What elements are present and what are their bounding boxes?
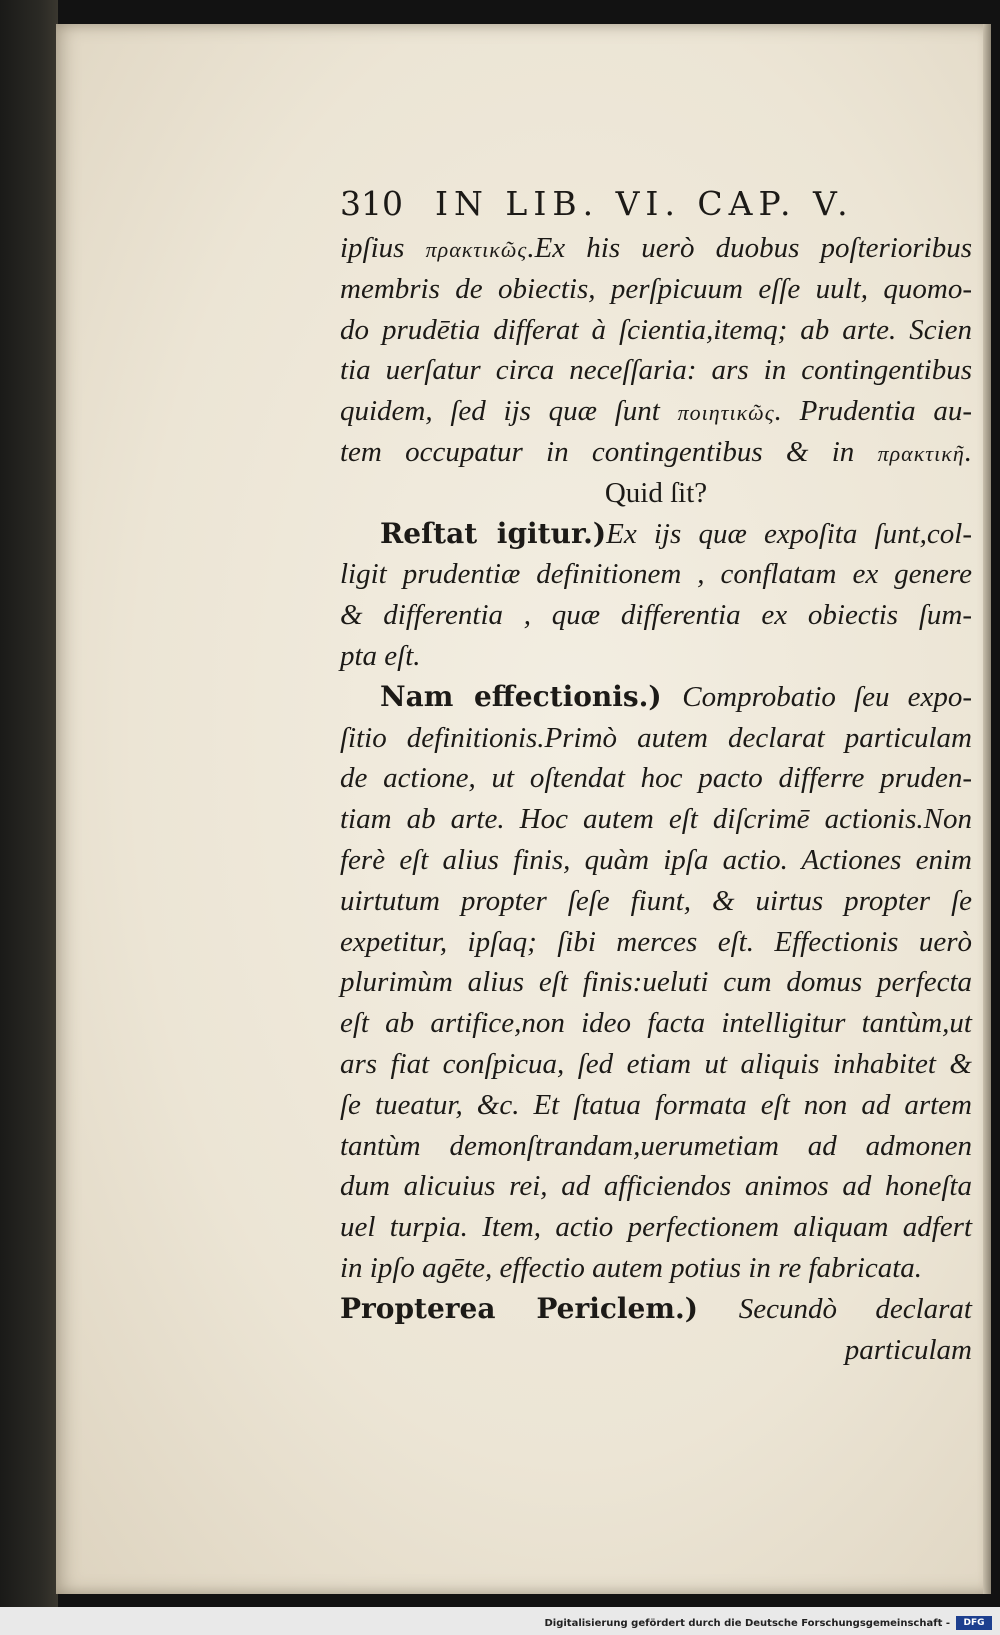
- text-run: ferè eſt alius finis, quàm ipſa actio. Actiones enim: [340, 843, 972, 876]
- footer-bar: [0, 1607, 1000, 1635]
- digitization-credit: Digitalisierung gefördert durch die Deutsche Forschungsgemeinschaft -: [544, 1618, 950, 1629]
- text-run: Comprobatio ſeu expo-: [682, 680, 972, 713]
- text-line: [282, 718, 972, 759]
- running-header: [340, 180, 972, 228]
- text-line: [282, 1044, 972, 1085]
- text-line: [282, 554, 972, 595]
- text-run: uirtutum propter ſeſe fiunt, & uirtus propter ſe: [340, 884, 972, 917]
- text-line: [282, 1126, 972, 1167]
- text-run: eſt ab artifice,non ideo facta intelligitur tantùm,ut: [340, 1007, 972, 1040]
- text-run: ligit prudentiæ definitionem , conflatam ex genere: [340, 558, 972, 591]
- text-line: [282, 922, 972, 963]
- text-line: [282, 310, 972, 351]
- page-edge: [983, 24, 991, 1594]
- text-line: [282, 473, 972, 514]
- text-run: Ex ijs quæ expoſita ſunt,col-: [606, 517, 972, 550]
- text-line: [282, 881, 972, 922]
- text-run: ipſius: [340, 232, 426, 264]
- text-line: [282, 1085, 972, 1126]
- text-run: expetitur, ipſaq; ſibi merces eſt. Effectionis uerò: [340, 925, 972, 958]
- text-line: [282, 350, 972, 391]
- text-run: membris de obiectis, perſpicuum eſſe uult, quomo-: [340, 272, 972, 305]
- book-page: [56, 24, 991, 1594]
- body-text: [282, 228, 972, 1370]
- text-run: ſe tueatur, &c. Et ſtatua formata eſt non ad artem: [340, 1088, 972, 1121]
- text-line: [282, 1248, 972, 1289]
- text-line: [282, 636, 972, 677]
- text-run: Secundò declarat: [738, 1292, 972, 1325]
- text-run: tiam ab arte. Hoc autem eſt diſcrimē actionis.Non: [340, 803, 972, 836]
- text-run: particulam: [844, 1333, 972, 1366]
- text-line: [282, 1003, 972, 1044]
- text-line: [282, 595, 972, 636]
- text-line: [282, 799, 972, 840]
- lemma-heading: Reſtat igitur.): [380, 516, 607, 550]
- text-line: [282, 432, 972, 473]
- text-line: [282, 677, 972, 718]
- dfg-logo: DFG: [956, 1616, 992, 1630]
- text-line: [282, 758, 972, 799]
- greek-word: πρακτικῆ: [877, 440, 965, 466]
- text-line: [282, 962, 972, 1003]
- text-run: ars fiat conſpicua, ſed etiam ut aliquis inhabitet &: [340, 1047, 972, 1080]
- text-run: de actione, ut oſtendat hoc pacto differre pruden-: [340, 762, 972, 795]
- page-number: 310: [340, 184, 403, 223]
- greek-word: ποιητικῶς: [677, 400, 775, 426]
- text-run: quidem, ſed ijs quæ ſunt: [340, 395, 678, 428]
- text-run: in ipſo agēte, effectio autem potius in re fabricata.: [340, 1251, 923, 1284]
- text-block: [282, 180, 972, 1370]
- greek-word: πρακτικῶς: [425, 237, 528, 262]
- text-run: tem occupatur in contingentibus & in: [340, 435, 878, 468]
- text-run: & differentia , quæ differentia ex obiectis ſum-: [340, 599, 972, 632]
- text-line: [282, 1289, 972, 1330]
- text-run: plurimùm alius eſt finis:ueluti cum domus perfecta: [340, 966, 972, 999]
- text-run: uel turpia. Item, actio perfectionem aliquam adfert: [340, 1211, 972, 1244]
- text-run: . Prudentia au-: [774, 395, 972, 428]
- lemma-heading: Propterea Periclem.): [340, 1291, 739, 1325]
- text-run: Quid ſit?: [604, 476, 708, 509]
- text-line: [282, 228, 972, 269]
- text-line: [282, 269, 972, 310]
- text-run: pta eſt.: [340, 639, 421, 672]
- text-line: [282, 1166, 972, 1207]
- scanner-backdrop: [0, 0, 58, 1635]
- text-line: [282, 514, 972, 555]
- lemma-heading: Nam effectionis.): [380, 679, 683, 713]
- text-run: tantùm demonſtrandam,uerumetiam ad admonen: [340, 1129, 972, 1162]
- text-run: .: [964, 435, 972, 468]
- text-run: tia uerſatur circa neceſſaria: ars in contingentibus: [340, 354, 972, 387]
- text-line: [282, 391, 972, 432]
- text-run: .Ex his uerò duobus poſterioribus: [527, 232, 972, 264]
- running-head-title: IN LIB. VI. CAP. V.: [435, 184, 854, 223]
- text-run: do prudētia differat à ſcientia,itemq; ab arte. Scien: [340, 313, 972, 346]
- text-line: [282, 1330, 972, 1371]
- text-run: dum alicuius rei, ad afficiendos animos ad honeſta: [340, 1170, 972, 1203]
- text-run: ſitio definitionis.Primò autem declarat particulam: [340, 721, 972, 754]
- text-line: [282, 1207, 972, 1248]
- text-line: [282, 840, 972, 881]
